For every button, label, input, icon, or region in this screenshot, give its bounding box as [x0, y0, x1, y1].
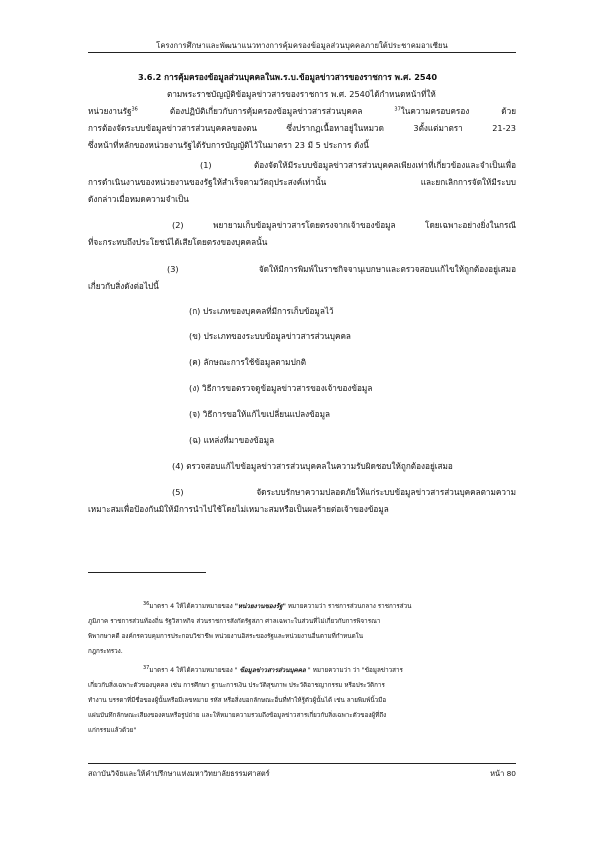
header-rule	[88, 52, 516, 53]
duty-2-line-2: ที่จะกระทบถึงประโยชน์ได้เสียโดยตรงของบุคคลนั้น	[88, 237, 268, 247]
footnote-rule	[88, 572, 206, 573]
footnote-mark-36: 36	[143, 600, 150, 607]
footer-institution: สถาบันวิจัยและให้คำปรึกษาแห่งมหาวิทยาลัยธรรมศาสตร์	[88, 769, 270, 778]
footnote-ref-36: 36	[131, 106, 138, 113]
running-header: โครงการศึกษาและพัฒนาแนวทางการคุ้มครองข้อมูลส่วนบุคคลภายใต้ประชาคมอาเซียน	[156, 41, 448, 50]
footnote-term: "หน่วยงานของรัฐ"	[234, 603, 286, 610]
subitem-kho: (ข) ประเภทของระบบข้อมูลข่าวสารส่วนบุคคล	[189, 331, 351, 341]
intro-line-2: หน่วยงานรัฐ$^{36}$ ต้องปฏิบัติเกี่ยวกับการคุ้มครองข้อมูลข่าวสารส่วนบุคคล $^{37}$ในความครอบครอง ด้วย	[88, 106, 517, 116]
footnote-ref-37: 37	[394, 106, 401, 113]
footnote-37-line-2: เกี่ยวกับสิ่งเฉพาะตัวของบุคคล เช่น การศึกษา ฐานะการเงิน ประวัติสุขภาพ ประวัติอาชญากรรม หรือประวัติการ	[88, 682, 385, 689]
duty-4: (4) ตรวจสอบแก้ไขข้อมูลข่าวสารส่วนบุคคลในความรับผิดชอบให้ถูกต้องอยู่เสมอ	[172, 461, 453, 471]
section-heading: 3.6.2 การคุ้มครองข้อมูลส่วนบุคคลในพ.ร.บ.ข้อมูลข่าวสารของราชการ พ.ศ. 2540	[138, 72, 438, 82]
subitem-kho-khwai: (ค) ลักษณะการใช้ข้อมูลตามปกติ	[189, 357, 307, 367]
footnote-37-line-1: $^{37}$มาตรา 4 ให้ได้ความหมายของ " ข้อมูลข่าวสารส่วนบุคคล " หมายความว่า ว่า "ข้อมูลข่าวสาร	[143, 664, 403, 674]
footnote-36-line-3: พิพากษาคดี องค์กรควบคุมการประกอบวิชาชีพ หน่วยงานอิสระของรัฐและหน่วยงานอื่นตามที่กำหนดใน	[88, 633, 364, 640]
footnote-36-line-1: $^{36}$มาตรา 4 ให้ได้ความหมายของ "หน่วยงานของรัฐ" หมายความว่า ราชการส่วนกลาง ราชการส่วน	[143, 600, 412, 610]
intro-line-1: ตามพระราชบัญญัติข้อมูลข่าวสารของราชการ พ.ศ. 2540ได้กำหนดหน้าที่ให้	[167, 89, 436, 99]
duty-5-line-1: (5) จัดระบบรักษาความปลอดภัยให้แก่ระบบข้อมูลข่าวสารส่วนบุคคลตามความ	[172, 487, 516, 497]
footnote-37-line-3: ทำงาน บรรดาที่มีชื่อของผู้นั้นหรือมีเลขหมาย รหัส หรือสิ่งบอกลักษณะอื่นที่ทำให้รู้ตัวผู้นั้นได้ เช่น ลายพิมพ์นิ้วมือ	[88, 697, 387, 704]
page-number: หน้า 80	[490, 769, 516, 778]
duty-5-line-2: เหมาะสมเพื่อป้องกันมิให้มีการนำไปใช้โดยไม่เหมาะสมหรือเป็นผลร้ายต่อเจ้าของข้อมูล	[88, 504, 389, 514]
footnote-36-line-2: ภูมิภาค ราชการส่วนท้องถิ่น รัฐวิสาหกิจ ส่วนราชการสังกัดรัฐสภา ศาลเฉพาะในส่วนที่ไม่เกี่ยวกับการพิจารณา	[88, 618, 381, 625]
duty-2-line-1: (2) พยายามเก็บข้อมูลข่าวสารโดยตรงจากเจ้าของข้อมูล โดยเฉพาะอย่างยิ่งในกรณี	[172, 220, 516, 230]
duty-3-line-2: เกี่ยวกับสิ่งดังต่อไปนี้	[88, 281, 159, 291]
footnote-37-line-5: แก่กรรมแล้วด้วย"	[88, 727, 137, 734]
subitem-ka: (ก) ประเภทของบุคคลที่มีการเก็บข้อมูลไว้	[189, 306, 334, 316]
footer-rule	[88, 763, 516, 764]
intro-line-3: การต้องจัดระบบข้อมูลข่าวสารส่วนบุคคลของตน ซึ่งปรากฏเนื้อหาอยู่ในหมวด 3ตั้งแต่มาตรา 21-23	[88, 123, 516, 133]
footnote-mark-37: 37	[143, 664, 150, 671]
footnote-36-line-4: กฎกระทรวง.	[88, 648, 123, 655]
footnote-term: ข้อมูลข่าวสารส่วนบุคคล	[239, 667, 306, 674]
duty-1-line-3: ดังกล่าวเมื่อหมดความจำเป็น	[88, 194, 189, 204]
subitem-cho: (จ) วิธีการขอให้แก้ไขเปลี่ยนแปลงข้อมูล	[189, 409, 331, 419]
duty-3-line-1: (3) จัดให้มีการพิมพ์ในราชกิจจานุเบกษาและตรวจสอบแก้ไขให้ถูกต้องอยู่เสมอ	[167, 264, 516, 274]
intro-line-4: ซึ่งหน้าที่หลักของหน่วยงานรัฐได้รับการบัญญัติไว้ในมาตรา 23 มี 5 ประการ ดังนี้	[88, 140, 369, 150]
duty-1-line-1: (1) ต้องจัดให้มีระบบข้อมูลข่าวสารส่วนบุคคลเพียงเท่าที่เกี่ยวข้องและจำเป็นเพื่อ	[200, 160, 516, 170]
duty-1-line-2: การดำเนินงานของหน่วยงานของรัฐให้สำเร็จตามวัตถุประสงค์เท่านั้น และยกเลิกการจัดให้มีระบบ	[88, 177, 516, 187]
subitem-chho: (ฉ) แหล่งที่มาของข้อมูล	[189, 435, 275, 445]
footnote-37-line-4: แผ่นบันทึกลักษณะเสียงของคนหรือรูปถ่าย และให้หมายความรวมถึงข้อมูลข่าวสารเกี่ยวกับสิ่งเฉพาะตัวของผู้ที่ถึง	[88, 712, 387, 719]
subitem-ngo: (ง) วิธีการขอตรวจดูข้อมูลข่าวสารของเจ้าของข้อมูล	[189, 383, 373, 393]
